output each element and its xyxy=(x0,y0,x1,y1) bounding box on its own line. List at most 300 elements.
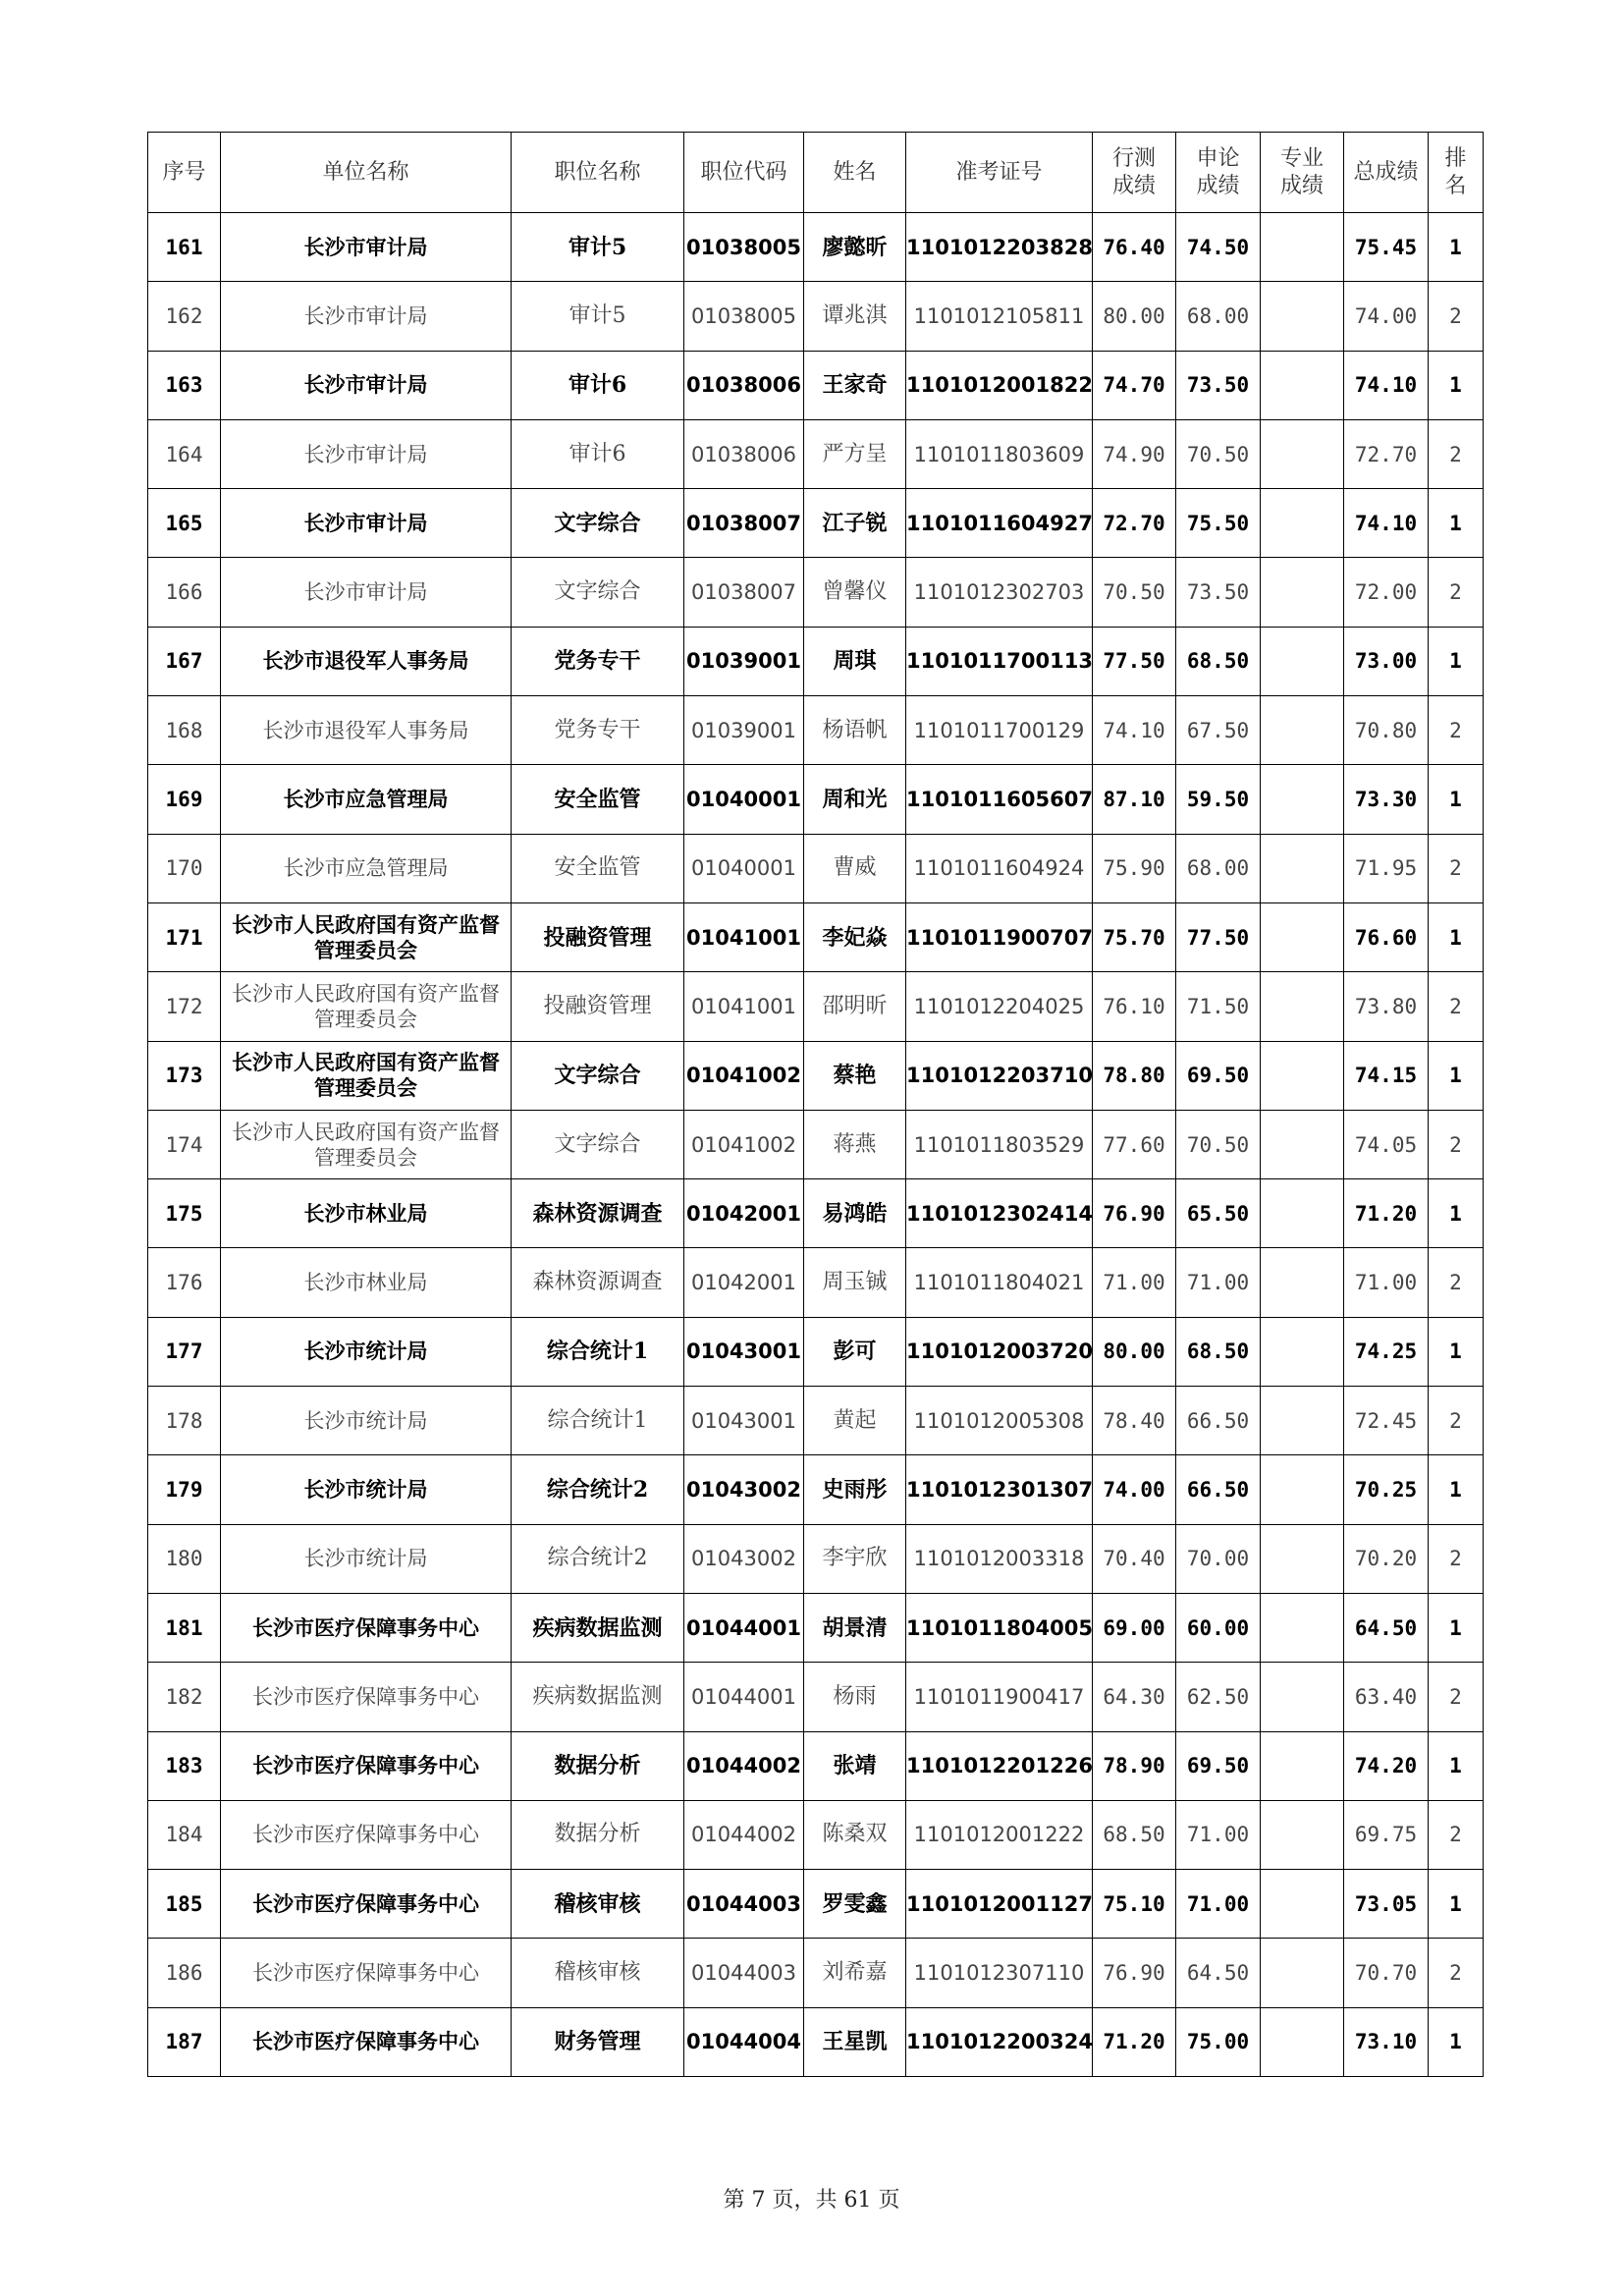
cell-zy-score xyxy=(1261,1248,1344,1317)
cell-name: 曾馨仪 xyxy=(804,558,906,627)
table-row xyxy=(148,282,1484,351)
header-xc-score: 行测 成绩 xyxy=(1093,133,1176,213)
cell-zy-score xyxy=(1261,489,1344,558)
cell-unit: 长沙市林业局 xyxy=(221,1248,512,1317)
cell-name: 易鸿皓 xyxy=(804,1179,906,1248)
cell-unit: 长沙市应急管理局 xyxy=(221,765,512,834)
cell-name: 杨语帆 xyxy=(804,696,906,765)
cell-unit: 长沙市统计局 xyxy=(221,1455,512,1524)
cell-unit: 长沙市人民政府国有资产监督管理委员会 xyxy=(221,1041,512,1110)
cell-seq: 166 xyxy=(148,558,221,627)
cell-position: 综合统计2 xyxy=(512,1524,684,1593)
cell-unit: 长沙市应急管理局 xyxy=(221,834,512,902)
cell-total: 72.00 xyxy=(1344,558,1429,627)
table-row xyxy=(148,1110,1484,1178)
cell-seq: 169 xyxy=(148,765,221,834)
cell-unit: 长沙市审计局 xyxy=(221,489,512,558)
cell-ticket: 1101011804005 xyxy=(906,1593,1093,1662)
cell-code: 01039001 xyxy=(684,696,804,765)
cell-sl-score: 66.50 xyxy=(1176,1455,1261,1524)
cell-ticket: 1101011604924 xyxy=(906,834,1093,902)
cell-position: 文字综合 xyxy=(512,1041,684,1110)
cell-total: 70.20 xyxy=(1344,1524,1429,1593)
cell-position: 综合统计1 xyxy=(512,1317,684,1386)
cell-seq: 172 xyxy=(148,972,221,1041)
cell-total: 74.00 xyxy=(1344,282,1429,351)
cell-xc-score: 87.10 xyxy=(1093,765,1176,834)
cell-xc-score: 70.40 xyxy=(1093,1524,1176,1593)
cell-rank: 2 xyxy=(1429,834,1484,902)
table-row xyxy=(148,1731,1484,1800)
cell-seq: 164 xyxy=(148,419,221,488)
cell-xc-score: 74.00 xyxy=(1093,1455,1176,1524)
cell-unit: 长沙市医疗保障事务中心 xyxy=(221,1663,512,1731)
cell-unit: 长沙市医疗保障事务中心 xyxy=(221,1731,512,1800)
header-zy-score: 专业 成绩 xyxy=(1261,133,1344,213)
cell-total: 71.20 xyxy=(1344,1179,1429,1248)
score-table xyxy=(147,132,1484,2077)
cell-xc-score: 80.00 xyxy=(1093,1317,1176,1386)
cell-sl-score: 71.00 xyxy=(1176,1870,1261,1939)
cell-ticket: 1101012105811 xyxy=(906,282,1093,351)
cell-seq: 182 xyxy=(148,1663,221,1731)
cell-position: 党务专干 xyxy=(512,627,684,695)
cell-code: 01043002 xyxy=(684,1524,804,1593)
header-position: 职位名称 xyxy=(512,133,684,213)
cell-sl-score: 71.50 xyxy=(1176,972,1261,1041)
cell-code: 01040001 xyxy=(684,834,804,902)
cell-sl-score: 70.50 xyxy=(1176,1110,1261,1178)
header-unit: 单位名称 xyxy=(221,133,512,213)
cell-ticket: 1101011803609 xyxy=(906,419,1093,488)
cell-code: 01038006 xyxy=(684,419,804,488)
table-row xyxy=(148,1455,1484,1524)
cell-code: 01038005 xyxy=(684,213,804,282)
cell-total: 74.15 xyxy=(1344,1041,1429,1110)
cell-position: 投融资管理 xyxy=(512,902,684,971)
cell-rank: 1 xyxy=(1429,1179,1484,1248)
cell-rank: 1 xyxy=(1429,765,1484,834)
cell-rank: 1 xyxy=(1429,902,1484,971)
cell-seq: 181 xyxy=(148,1593,221,1662)
cell-unit: 长沙市医疗保障事务中心 xyxy=(221,1939,512,2007)
cell-seq: 168 xyxy=(148,696,221,765)
cell-rank: 2 xyxy=(1429,282,1484,351)
header-total: 总成绩 xyxy=(1344,133,1429,213)
cell-rank: 2 xyxy=(1429,1248,1484,1317)
cell-code: 01044001 xyxy=(684,1663,804,1731)
cell-unit: 长沙市林业局 xyxy=(221,1179,512,1248)
cell-ticket: 1101012200324 xyxy=(906,2007,1093,2076)
cell-name: 江子锐 xyxy=(804,489,906,558)
cell-position: 安全监管 xyxy=(512,834,684,902)
cell-xc-score: 78.40 xyxy=(1093,1387,1176,1455)
cell-xc-score: 75.70 xyxy=(1093,902,1176,971)
cell-rank: 1 xyxy=(1429,213,1484,282)
cell-zy-score xyxy=(1261,1524,1344,1593)
cell-rank: 2 xyxy=(1429,558,1484,627)
cell-xc-score: 75.10 xyxy=(1093,1870,1176,1939)
cell-position: 疾病数据监测 xyxy=(512,1593,684,1662)
cell-sl-score: 59.50 xyxy=(1176,765,1261,834)
cell-seq: 170 xyxy=(148,834,221,902)
cell-rank: 1 xyxy=(1429,1731,1484,1800)
cell-rank: 2 xyxy=(1429,1387,1484,1455)
cell-xc-score: 76.10 xyxy=(1093,972,1176,1041)
cell-zy-score xyxy=(1261,1800,1344,1869)
cell-seq: 163 xyxy=(148,351,221,419)
cell-seq: 175 xyxy=(148,1179,221,1248)
cell-unit: 长沙市审计局 xyxy=(221,282,512,351)
cell-zy-score xyxy=(1261,1110,1344,1178)
cell-name: 彭可 xyxy=(804,1317,906,1386)
cell-seq: 180 xyxy=(148,1524,221,1593)
table-row xyxy=(148,1387,1484,1455)
cell-rank: 2 xyxy=(1429,1800,1484,1869)
cell-name: 胡景清 xyxy=(804,1593,906,1662)
cell-total: 70.25 xyxy=(1344,1455,1429,1524)
table-row xyxy=(148,419,1484,488)
cell-code: 01039001 xyxy=(684,627,804,695)
table-row xyxy=(148,1663,1484,1731)
cell-position: 稽核审核 xyxy=(512,1939,684,2007)
table-row xyxy=(148,972,1484,1041)
cell-code: 01038007 xyxy=(684,558,804,627)
cell-xc-score: 71.00 xyxy=(1093,1248,1176,1317)
cell-code: 01041001 xyxy=(684,902,804,971)
cell-seq: 171 xyxy=(148,902,221,971)
header-sl-score: 申论 成绩 xyxy=(1176,133,1261,213)
cell-position: 安全监管 xyxy=(512,765,684,834)
cell-code: 01042001 xyxy=(684,1179,804,1248)
cell-ticket: 1101012003720 xyxy=(906,1317,1093,1386)
cell-zy-score xyxy=(1261,1317,1344,1386)
cell-code: 01044002 xyxy=(684,1731,804,1800)
cell-rank: 1 xyxy=(1429,1317,1484,1386)
cell-sl-score: 69.50 xyxy=(1176,1731,1261,1800)
cell-seq: 162 xyxy=(148,282,221,351)
cell-ticket: 1101012203710 xyxy=(906,1041,1093,1110)
cell-unit: 长沙市医疗保障事务中心 xyxy=(221,2007,512,2076)
cell-position: 文字综合 xyxy=(512,1110,684,1178)
cell-seq: 186 xyxy=(148,1939,221,2007)
cell-xc-score: 64.30 xyxy=(1093,1663,1176,1731)
cell-name: 廖懿昕 xyxy=(804,213,906,282)
cell-ticket: 1101012001822 xyxy=(906,351,1093,419)
cell-rank: 1 xyxy=(1429,351,1484,419)
table-row xyxy=(148,489,1484,558)
cell-zy-score xyxy=(1261,1179,1344,1248)
cell-total: 74.05 xyxy=(1344,1110,1429,1178)
cell-rank: 2 xyxy=(1429,1663,1484,1731)
cell-code: 01038007 xyxy=(684,489,804,558)
cell-unit: 长沙市审计局 xyxy=(221,419,512,488)
table-row xyxy=(148,351,1484,419)
page-footer: 第 7 页，共 61 页 xyxy=(723,2188,900,2213)
cell-xc-score: 76.90 xyxy=(1093,1179,1176,1248)
cell-ticket: 1101012001222 xyxy=(906,1800,1093,1869)
cell-rank: 2 xyxy=(1429,1524,1484,1593)
table-row xyxy=(148,627,1484,695)
cell-code: 01044001 xyxy=(684,1593,804,1662)
cell-ticket: 1101012301307 xyxy=(906,1455,1093,1524)
header-seq: 序号 xyxy=(148,133,221,213)
cell-xc-score: 71.20 xyxy=(1093,2007,1176,2076)
cell-total: 74.25 xyxy=(1344,1317,1429,1386)
cell-total: 72.70 xyxy=(1344,419,1429,488)
cell-rank: 1 xyxy=(1429,627,1484,695)
cell-rank: 2 xyxy=(1429,419,1484,488)
cell-sl-score: 75.50 xyxy=(1176,489,1261,558)
table-row xyxy=(148,1248,1484,1317)
cell-sl-score: 68.00 xyxy=(1176,282,1261,351)
cell-name: 罗雯鑫 xyxy=(804,1870,906,1939)
cell-unit: 长沙市审计局 xyxy=(221,351,512,419)
cell-name: 史雨彤 xyxy=(804,1455,906,1524)
cell-name: 周琪 xyxy=(804,627,906,695)
table-row xyxy=(148,558,1484,627)
cell-total: 70.70 xyxy=(1344,1939,1429,2007)
table-row xyxy=(148,1179,1484,1248)
cell-xc-score: 76.90 xyxy=(1093,1939,1176,2007)
cell-rank: 2 xyxy=(1429,1110,1484,1178)
cell-zy-score xyxy=(1261,1870,1344,1939)
cell-ticket: 1101011700113 xyxy=(906,627,1093,695)
cell-total: 73.30 xyxy=(1344,765,1429,834)
cell-position: 审计5 xyxy=(512,282,684,351)
cell-rank: 1 xyxy=(1429,1455,1484,1524)
cell-position: 党务专干 xyxy=(512,696,684,765)
cell-total: 74.10 xyxy=(1344,489,1429,558)
cell-seq: 176 xyxy=(148,1248,221,1317)
cell-position: 文字综合 xyxy=(512,489,684,558)
cell-code: 01041001 xyxy=(684,972,804,1041)
cell-code: 01040001 xyxy=(684,765,804,834)
cell-code: 01043001 xyxy=(684,1387,804,1455)
cell-code: 01044002 xyxy=(684,1800,804,1869)
cell-sl-score: 71.00 xyxy=(1176,1800,1261,1869)
cell-rank: 1 xyxy=(1429,1041,1484,1110)
cell-sl-score: 68.00 xyxy=(1176,834,1261,902)
table-row xyxy=(148,1593,1484,1662)
cell-code: 01043002 xyxy=(684,1455,804,1524)
table-row xyxy=(148,213,1484,282)
cell-seq: 178 xyxy=(148,1387,221,1455)
cell-total: 73.05 xyxy=(1344,1870,1429,1939)
cell-rank: 2 xyxy=(1429,972,1484,1041)
cell-name: 严方呈 xyxy=(804,419,906,488)
cell-code: 01038005 xyxy=(684,282,804,351)
cell-total: 71.95 xyxy=(1344,834,1429,902)
cell-sl-score: 71.00 xyxy=(1176,1248,1261,1317)
cell-unit: 长沙市统计局 xyxy=(221,1317,512,1386)
cell-total: 75.45 xyxy=(1344,213,1429,282)
cell-ticket: 1101011700129 xyxy=(906,696,1093,765)
cell-rank: 1 xyxy=(1429,1593,1484,1662)
cell-ticket: 1101011900707 xyxy=(906,902,1093,971)
cell-code: 01043001 xyxy=(684,1317,804,1386)
cell-ticket: 1101012307110 xyxy=(906,1939,1093,2007)
cell-seq: 187 xyxy=(148,2007,221,2076)
cell-rank: 2 xyxy=(1429,1939,1484,2007)
cell-zy-score xyxy=(1261,972,1344,1041)
cell-position: 森林资源调查 xyxy=(512,1179,684,1248)
cell-sl-score: 64.50 xyxy=(1176,1939,1261,2007)
cell-name: 刘希嘉 xyxy=(804,1939,906,2007)
cell-seq: 179 xyxy=(148,1455,221,1524)
cell-total: 63.40 xyxy=(1344,1663,1429,1731)
cell-xc-score: 69.00 xyxy=(1093,1593,1176,1662)
table-row xyxy=(148,2007,1484,2076)
cell-zy-score xyxy=(1261,1731,1344,1800)
cell-total: 73.00 xyxy=(1344,627,1429,695)
cell-name: 黄起 xyxy=(804,1387,906,1455)
cell-name: 邵明昕 xyxy=(804,972,906,1041)
cell-position: 财务管理 xyxy=(512,2007,684,2076)
cell-xc-score: 80.00 xyxy=(1093,282,1176,351)
cell-name: 蒋燕 xyxy=(804,1110,906,1178)
cell-code: 01038006 xyxy=(684,351,804,419)
cell-position: 审计6 xyxy=(512,419,684,488)
table-row xyxy=(148,1870,1484,1939)
cell-rank: 2 xyxy=(1429,696,1484,765)
cell-position: 稽核审核 xyxy=(512,1870,684,1939)
cell-code: 01044003 xyxy=(684,1870,804,1939)
table-row xyxy=(148,765,1484,834)
cell-name: 周玉铖 xyxy=(804,1248,906,1317)
cell-position: 综合统计1 xyxy=(512,1387,684,1455)
cell-position: 投融资管理 xyxy=(512,972,684,1041)
header-code: 职位代码 xyxy=(684,133,804,213)
cell-position: 森林资源调查 xyxy=(512,1248,684,1317)
cell-seq: 161 xyxy=(148,213,221,282)
cell-sl-score: 67.50 xyxy=(1176,696,1261,765)
cell-sl-score: 68.50 xyxy=(1176,627,1261,695)
cell-sl-score: 77.50 xyxy=(1176,902,1261,971)
cell-sl-score: 73.50 xyxy=(1176,558,1261,627)
cell-code: 01044004 xyxy=(684,2007,804,2076)
cell-zy-score xyxy=(1261,419,1344,488)
cell-unit: 长沙市统计局 xyxy=(221,1524,512,1593)
cell-unit: 长沙市人民政府国有资产监督管理委员会 xyxy=(221,902,512,971)
cell-ticket: 1101011605607 xyxy=(906,765,1093,834)
cell-unit: 长沙市人民政府国有资产监督管理委员会 xyxy=(221,972,512,1041)
cell-zy-score xyxy=(1261,1939,1344,2007)
cell-ticket: 1101011900417 xyxy=(906,1663,1093,1731)
cell-position: 文字综合 xyxy=(512,558,684,627)
cell-name: 周和光 xyxy=(804,765,906,834)
cell-xc-score: 78.80 xyxy=(1093,1041,1176,1110)
cell-name: 李宇欣 xyxy=(804,1524,906,1593)
cell-code: 01042001 xyxy=(684,1248,804,1317)
cell-xc-score: 68.50 xyxy=(1093,1800,1176,1869)
table-row xyxy=(148,1041,1484,1110)
cell-seq: 183 xyxy=(148,1731,221,1800)
table-row xyxy=(148,1800,1484,1869)
cell-sl-score: 70.00 xyxy=(1176,1524,1261,1593)
cell-seq: 174 xyxy=(148,1110,221,1178)
cell-unit: 长沙市统计局 xyxy=(221,1387,512,1455)
cell-total: 71.00 xyxy=(1344,1248,1429,1317)
cell-sl-score: 74.50 xyxy=(1176,213,1261,282)
cell-ticket: 1101012001127 xyxy=(906,1870,1093,1939)
cell-ticket: 1101012302703 xyxy=(906,558,1093,627)
cell-ticket: 1101012203828 xyxy=(906,213,1093,282)
cell-total: 76.60 xyxy=(1344,902,1429,971)
cell-total: 74.20 xyxy=(1344,1731,1429,1800)
cell-xc-score: 75.90 xyxy=(1093,834,1176,902)
cell-seq: 173 xyxy=(148,1041,221,1110)
cell-sl-score: 70.50 xyxy=(1176,419,1261,488)
cell-total: 72.45 xyxy=(1344,1387,1429,1455)
cell-xc-score: 77.60 xyxy=(1093,1110,1176,1178)
cell-xc-score: 72.70 xyxy=(1093,489,1176,558)
cell-total: 64.50 xyxy=(1344,1593,1429,1662)
cell-zy-score xyxy=(1261,902,1344,971)
cell-code: 01041002 xyxy=(684,1041,804,1110)
cell-zy-score xyxy=(1261,627,1344,695)
cell-position: 审计5 xyxy=(512,213,684,282)
cell-sl-score: 69.50 xyxy=(1176,1041,1261,1110)
table-row xyxy=(148,1524,1484,1593)
header-rank: 排 名 xyxy=(1429,133,1484,213)
cell-zy-score xyxy=(1261,1663,1344,1731)
cell-sl-score: 75.00 xyxy=(1176,2007,1261,2076)
cell-zy-score xyxy=(1261,1593,1344,1662)
cell-name: 王家奇 xyxy=(804,351,906,419)
cell-xc-score: 77.50 xyxy=(1093,627,1176,695)
cell-zy-score xyxy=(1261,2007,1344,2076)
cell-name: 曹威 xyxy=(804,834,906,902)
cell-position: 疾病数据监测 xyxy=(512,1663,684,1731)
cell-name: 杨雨 xyxy=(804,1663,906,1731)
table-body xyxy=(148,213,1484,2077)
cell-ticket: 1101011604927 xyxy=(906,489,1093,558)
cell-total: 74.10 xyxy=(1344,351,1429,419)
cell-seq: 184 xyxy=(148,1800,221,1869)
cell-total: 73.10 xyxy=(1344,2007,1429,2076)
cell-seq: 165 xyxy=(148,489,221,558)
cell-zy-score xyxy=(1261,351,1344,419)
cell-zy-score xyxy=(1261,1455,1344,1524)
cell-ticket: 1101012003318 xyxy=(906,1524,1093,1593)
cell-unit: 长沙市人民政府国有资产监督管理委员会 xyxy=(221,1110,512,1178)
cell-seq: 185 xyxy=(148,1870,221,1939)
cell-rank: 1 xyxy=(1429,489,1484,558)
cell-xc-score: 74.70 xyxy=(1093,351,1176,419)
cell-ticket: 1101011803529 xyxy=(906,1110,1093,1178)
table-row xyxy=(148,1939,1484,2007)
cell-xc-score: 76.40 xyxy=(1093,213,1176,282)
cell-ticket: 1101012005308 xyxy=(906,1387,1093,1455)
cell-code: 01041002 xyxy=(684,1110,804,1178)
cell-position: 审计6 xyxy=(512,351,684,419)
cell-name: 张靖 xyxy=(804,1731,906,1800)
header-row xyxy=(148,133,1484,213)
cell-ticket: 1101012204025 xyxy=(906,972,1093,1041)
cell-unit: 长沙市医疗保障事务中心 xyxy=(221,1870,512,1939)
cell-position: 数据分析 xyxy=(512,1731,684,1800)
cell-zy-score xyxy=(1261,1387,1344,1455)
cell-name: 谭兆淇 xyxy=(804,282,906,351)
cell-ticket: 1101012201226 xyxy=(906,1731,1093,1800)
cell-rank: 1 xyxy=(1429,2007,1484,2076)
cell-xc-score: 74.10 xyxy=(1093,696,1176,765)
cell-seq: 167 xyxy=(148,627,221,695)
header-name: 姓名 xyxy=(804,133,906,213)
cell-sl-score: 73.50 xyxy=(1176,351,1261,419)
cell-sl-score: 66.50 xyxy=(1176,1387,1261,1455)
